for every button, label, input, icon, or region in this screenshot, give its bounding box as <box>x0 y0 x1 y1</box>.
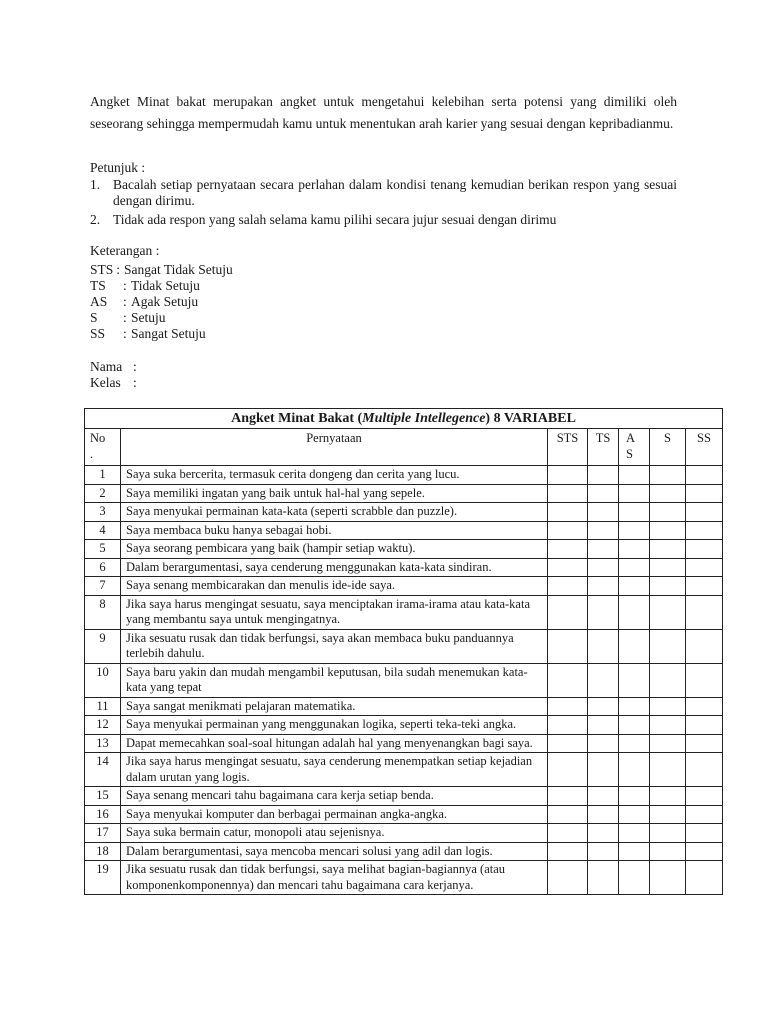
answer-cell-sts[interactable] <box>548 697 588 716</box>
answer-cell-s[interactable] <box>650 861 686 895</box>
legend-sep: : <box>123 294 127 309</box>
table-row <box>85 805 723 824</box>
table-row <box>85 716 723 735</box>
legend-row <box>90 262 233 278</box>
intro-paragraph: Angket Minat bakat merupakan angket untuk mengetahui kelebihan serta potensi yang dimiliki oleh seseorang sehingga mempermudah kamu untuk menentukan arah karier yang sesuai dengan kepribadianmu. <box>90 94 677 131</box>
row-statement: Saya membaca buku hanya sebagai hobi. <box>121 521 548 540</box>
answer-cell-ss[interactable] <box>686 734 723 753</box>
answer-cell-ts[interactable] <box>588 484 619 503</box>
table-row <box>85 753 723 787</box>
legend-label: Setuju <box>131 310 166 325</box>
answer-cell-ts[interactable] <box>588 558 619 577</box>
row-statement: Dalam berargumentasi, saya cenderung menggunakan kata-kata sindiran. <box>121 558 548 577</box>
answer-cell-sts[interactable] <box>548 824 588 843</box>
row-statement: Saya menyukai permainan yang menggunakan logika, seperti teka-teki angka. <box>121 716 548 735</box>
answer-cell-ss[interactable] <box>686 861 723 895</box>
answer-cell-as[interactable] <box>619 540 650 559</box>
answer-cell-s[interactable] <box>650 521 686 540</box>
row-statement: Jika saya harus mengingat sesuatu, saya cenderung menempatkan setiap kejadian dalam urutan yang logis. <box>121 753 548 787</box>
row-number: 3 <box>85 503 121 522</box>
table-row <box>85 521 723 540</box>
legend-row <box>90 326 233 342</box>
answer-cell-ts[interactable] <box>588 663 619 697</box>
table-row <box>85 558 723 577</box>
table-row <box>85 577 723 596</box>
answer-cell-sts[interactable] <box>548 503 588 522</box>
table-row <box>85 787 723 806</box>
answer-cell-ts[interactable] <box>588 466 619 485</box>
header-s: S <box>650 429 686 466</box>
answer-cell-as[interactable] <box>619 577 650 596</box>
answer-cell-sts[interactable] <box>548 663 588 697</box>
legend-row <box>90 278 233 294</box>
answer-cell-s[interactable] <box>650 734 686 753</box>
header-sts: STS <box>548 429 588 466</box>
answer-cell-ss[interactable] <box>686 753 723 787</box>
answer-cell-as[interactable] <box>619 716 650 735</box>
answer-cell-s[interactable] <box>650 824 686 843</box>
legend-code: TS <box>90 278 106 293</box>
row-statement: Jika saya harus mengingat sesuatu, saya menciptakan irama-irama atau kata-kata yang membantu saya untuk mengingatnya. <box>121 595 548 629</box>
answer-cell-s[interactable] <box>650 716 686 735</box>
row-number: 12 <box>85 716 121 735</box>
row-number: 9 <box>85 629 121 663</box>
row-statement: Saya suka bercerita, termasuk cerita dongeng dan cerita yang lucu. <box>121 466 548 485</box>
legend-row <box>90 294 233 310</box>
row-statement: Saya baru yakin dan mudah mengambil keputusan, bila sudah menemukan kata-kata yang tepat <box>121 663 548 697</box>
answer-cell-s[interactable] <box>650 697 686 716</box>
petunjuk-item <box>90 177 677 208</box>
row-number: 15 <box>85 787 121 806</box>
answer-cell-s[interactable] <box>650 540 686 559</box>
row-statement: Dalam berargumentasi, saya mencoba mencari solusi yang adil dan logis. <box>121 842 548 861</box>
answer-cell-s[interactable] <box>650 595 686 629</box>
legend-sep: : <box>116 262 121 277</box>
header-no <box>85 429 121 466</box>
answer-cell-sts[interactable] <box>548 521 588 540</box>
legend-code: S <box>90 310 98 325</box>
answer-cell-ss[interactable] <box>686 787 723 806</box>
answer-cell-ts[interactable] <box>588 716 619 735</box>
row-statement: Jika sesuatu rusak dan tidak berfungsi, saya akan membaca buku panduannya terlebih dahulu. <box>121 629 548 663</box>
answer-cell-s[interactable] <box>650 558 686 577</box>
answer-cell-sts[interactable] <box>548 466 588 485</box>
answer-cell-as[interactable] <box>619 558 650 577</box>
answer-cell-ts[interactable] <box>588 734 619 753</box>
legend-sep: : <box>123 326 127 341</box>
header-no-line1: No <box>90 431 106 445</box>
answer-cell-ss[interactable] <box>686 540 723 559</box>
row-number: 5 <box>85 540 121 559</box>
petunjuk-item-number: 2. <box>90 212 101 227</box>
answer-cell-s[interactable] <box>650 629 686 663</box>
answer-cell-ss[interactable] <box>686 663 723 697</box>
legend-label: Sangat Setuju <box>131 326 206 341</box>
table-title-post: ) 8 VARIABEL <box>485 411 576 426</box>
table-row <box>85 484 723 503</box>
table-row <box>85 503 723 522</box>
answer-cell-sts[interactable] <box>548 484 588 503</box>
row-number: 17 <box>85 824 121 843</box>
answer-cell-sts[interactable] <box>548 629 588 663</box>
answer-cell-ss[interactable] <box>686 697 723 716</box>
petunjuk-item-number: 1. <box>90 177 101 192</box>
row-statement: Saya suka bermain catur, monopoli atau sejenisnya. <box>121 824 548 843</box>
answer-cell-ss[interactable] <box>686 595 723 629</box>
table-title <box>85 409 723 429</box>
header-statement: Pernyataan <box>121 429 548 466</box>
row-statement: Saya menyukai permainan kata-kata (seperti scrabble dan puzzle). <box>121 503 548 522</box>
nama-field[interactable] <box>90 359 137 375</box>
keterangan-heading: Keterangan : <box>90 243 160 258</box>
kelas-sep: : <box>133 375 137 390</box>
answer-cell-sts[interactable] <box>548 716 588 735</box>
petunjuk-item-text: Tidak ada respon yang salah selama kamu pilihi secara jujur sesuai dengan dirimu <box>113 212 557 227</box>
header-as <box>619 429 650 466</box>
table-row <box>85 663 723 697</box>
header-as-line2: S <box>626 446 633 461</box>
answer-cell-ts[interactable] <box>588 540 619 559</box>
answer-cell-sts[interactable] <box>548 734 588 753</box>
row-statement: Saya seorang pembicara yang baik (hampir setiap waktu). <box>121 540 548 559</box>
answer-cell-ts[interactable] <box>588 577 619 596</box>
row-number: 11 <box>85 697 121 716</box>
answer-cell-ss[interactable] <box>686 716 723 735</box>
table-row <box>85 595 723 629</box>
answer-cell-s[interactable] <box>650 466 686 485</box>
legend-code: STS <box>90 262 114 277</box>
answer-cell-ts[interactable] <box>588 842 619 861</box>
answer-cell-ts[interactable] <box>588 824 619 843</box>
answer-cell-as[interactable] <box>619 503 650 522</box>
nama-label: Nama <box>90 359 123 374</box>
petunjuk-item <box>90 212 677 228</box>
answer-cell-as[interactable] <box>619 734 650 753</box>
row-number: 14 <box>85 753 121 787</box>
petunjuk-list <box>90 177 677 228</box>
keterangan-legend <box>90 262 233 342</box>
answer-cell-ss[interactable] <box>686 558 723 577</box>
answer-cell-as[interactable] <box>619 697 650 716</box>
answer-cell-ts[interactable] <box>588 595 619 629</box>
table-row <box>85 824 723 843</box>
answer-cell-as[interactable] <box>619 861 650 895</box>
answer-cell-as[interactable] <box>619 842 650 861</box>
row-number: 8 <box>85 595 121 629</box>
answer-cell-sts[interactable] <box>548 558 588 577</box>
answer-cell-s[interactable] <box>650 484 686 503</box>
answer-cell-s[interactable] <box>650 753 686 787</box>
row-statement: Saya sangat menikmati pelajaran matematika. <box>121 697 548 716</box>
legend-code: AS <box>90 294 108 309</box>
answer-cell-ts[interactable] <box>588 861 619 895</box>
legend-label: Sangat Tidak Setuju <box>124 262 233 277</box>
answer-cell-as[interactable] <box>619 629 650 663</box>
answer-cell-ss[interactable] <box>686 629 723 663</box>
answer-cell-sts[interactable] <box>548 805 588 824</box>
answer-cell-as[interactable] <box>619 787 650 806</box>
table-row <box>85 540 723 559</box>
table-row <box>85 629 723 663</box>
legend-sep: : <box>123 278 127 293</box>
answer-cell-sts[interactable] <box>548 577 588 596</box>
nama-sep: : <box>133 359 137 374</box>
answer-cell-sts[interactable] <box>548 842 588 861</box>
table-row <box>85 697 723 716</box>
answer-cell-ts[interactable] <box>588 787 619 806</box>
answer-cell-ss[interactable] <box>686 503 723 522</box>
row-statement: Saya senang membicarakan dan menulis ide-ide saya. <box>121 577 548 596</box>
legend-label: Agak Setuju <box>131 294 199 309</box>
legend-label: Tidak Setuju <box>131 278 200 293</box>
answer-cell-ts[interactable] <box>588 805 619 824</box>
questionnaire-body <box>85 429 723 895</box>
kelas-label: Kelas <box>90 375 121 390</box>
answer-cell-ts[interactable] <box>588 503 619 522</box>
header-ts: TS <box>588 429 619 466</box>
answer-cell-s[interactable] <box>650 842 686 861</box>
row-number: 7 <box>85 577 121 596</box>
answer-cell-ts[interactable] <box>588 629 619 663</box>
row-statement: Jika sesuatu rusak dan tidak berfungsi, saya melihat bagian-bagiannya (atau komponenkomponennya) dan mencari tahu bagaimana cara kerjanya. <box>121 861 548 895</box>
header-as-line1: A <box>626 431 636 445</box>
answer-cell-s[interactable] <box>650 787 686 806</box>
row-statement: Saya memiliki ingatan yang baik untuk hal-hal yang sepele. <box>121 484 548 503</box>
answer-cell-as[interactable] <box>619 466 650 485</box>
answer-cell-as[interactable] <box>619 753 650 787</box>
row-statement: Saya menyukai komputer dan berbagai permainan angka-angka. <box>121 805 548 824</box>
row-number: 13 <box>85 734 121 753</box>
row-number: 10 <box>85 663 121 697</box>
row-number: 19 <box>85 861 121 895</box>
answer-cell-ss[interactable] <box>686 521 723 540</box>
answer-cell-sts[interactable] <box>548 540 588 559</box>
table-row <box>85 734 723 753</box>
answer-cell-as[interactable] <box>619 521 650 540</box>
answer-cell-as[interactable] <box>619 663 650 697</box>
answer-cell-sts[interactable] <box>548 787 588 806</box>
answer-cell-ss[interactable] <box>686 824 723 843</box>
answer-cell-s[interactable] <box>650 663 686 697</box>
answer-cell-as[interactable] <box>619 824 650 843</box>
legend-code: SS <box>90 326 106 341</box>
kelas-field[interactable] <box>90 375 137 391</box>
row-number: 18 <box>85 842 121 861</box>
answer-cell-ts[interactable] <box>588 753 619 787</box>
table-row <box>85 861 723 895</box>
answer-cell-as[interactable] <box>619 595 650 629</box>
petunjuk-heading: Petunjuk : <box>90 160 146 175</box>
answer-cell-ss[interactable] <box>686 842 723 861</box>
petunjuk-item-text: Bacalah setiap pernyataan secara perlahan dalam kondisi tenang kemudian berikan respon yang sesuai dengan dirimu. <box>113 177 677 208</box>
row-number: 16 <box>85 805 121 824</box>
answer-cell-sts[interactable] <box>548 861 588 895</box>
answer-cell-ts[interactable] <box>588 521 619 540</box>
answer-cell-ss[interactable] <box>686 805 723 824</box>
row-number: 2 <box>85 484 121 503</box>
answer-cell-ss[interactable] <box>686 484 723 503</box>
answer-cell-as[interactable] <box>619 805 650 824</box>
answer-cell-sts[interactable] <box>548 595 588 629</box>
answer-cell-s[interactable] <box>650 805 686 824</box>
header-no-line2: . <box>90 446 94 461</box>
row-number: 4 <box>85 521 121 540</box>
questionnaire-table <box>84 408 723 895</box>
answer-cell-ss[interactable] <box>686 577 723 596</box>
answer-cell-sts[interactable] <box>548 753 588 787</box>
answer-cell-s[interactable] <box>650 577 686 596</box>
header-ss: SS <box>686 429 723 466</box>
table-title-pre: Angket Minat Bakat ( <box>231 411 363 426</box>
legend-row <box>90 310 233 326</box>
row-number: 6 <box>85 558 121 577</box>
row-number: 1 <box>85 466 121 485</box>
answer-cell-ts[interactable] <box>588 697 619 716</box>
table-row <box>85 466 723 485</box>
table-title-italic: Multiple Intellegence <box>362 411 486 426</box>
answer-cell-s[interactable] <box>650 503 686 522</box>
identity-fields <box>90 359 137 391</box>
legend-sep: : <box>123 310 127 325</box>
answer-cell-as[interactable] <box>619 484 650 503</box>
row-statement: Saya senang mencari tahu bagaimana cara kerja setiap benda. <box>121 787 548 806</box>
answer-cell-ss[interactable] <box>686 466 723 485</box>
table-header-row <box>85 429 723 466</box>
row-statement: Dapat memecahkan soal-soal hitungan adalah hal yang menyenangkan bagi saya. <box>121 734 548 753</box>
table-row <box>85 842 723 861</box>
